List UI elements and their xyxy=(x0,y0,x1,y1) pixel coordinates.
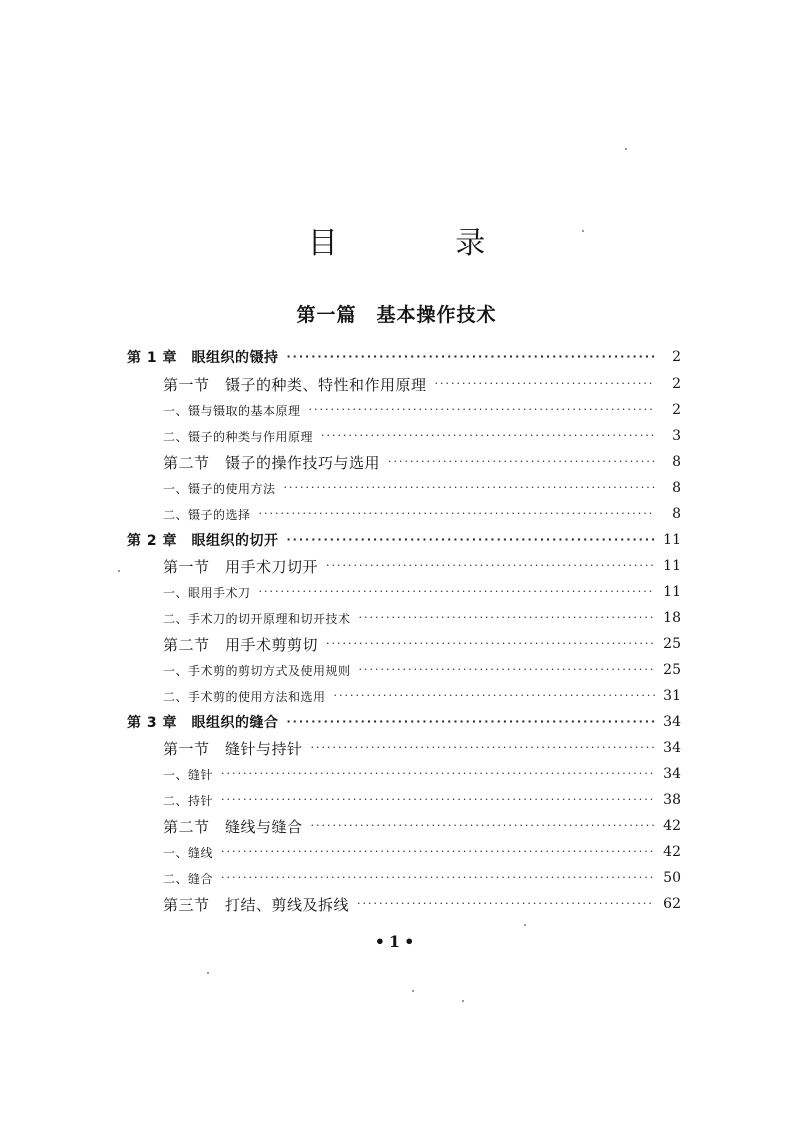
toc-page-number: 18 xyxy=(663,610,681,626)
dot-leader xyxy=(321,425,655,447)
toc-page-number: 2 xyxy=(672,402,681,418)
dot-leader xyxy=(221,867,655,889)
toc-label: 二、镊子的选择 xyxy=(163,507,251,522)
dot-leader xyxy=(326,633,655,655)
toc-label: 二、手术剪的使用方法和选用 xyxy=(163,689,326,704)
toc-row-chapter-1[interactable] xyxy=(127,346,681,368)
toc-row-item[interactable] xyxy=(163,399,681,421)
dot-leader xyxy=(287,346,656,368)
toc-label: 一、缝针 xyxy=(163,767,214,782)
scan-speck xyxy=(118,570,120,572)
dot-leader xyxy=(326,555,655,577)
dot-leader xyxy=(357,893,655,915)
toc-label: 第二节 用手术剪剪切 xyxy=(163,635,319,654)
page-number-footer: •1• xyxy=(374,932,419,951)
dot-leader xyxy=(388,451,655,473)
scan-speck xyxy=(524,924,526,926)
toc-page-number: 34 xyxy=(663,714,681,730)
dot-leader xyxy=(259,581,655,603)
toc-row-item[interactable] xyxy=(163,867,681,889)
toc-label: 第三节 打结、剪线及拆线 xyxy=(163,895,350,914)
dot-leader xyxy=(309,399,655,421)
toc-label: 第 3 章 眼组织的缝合 xyxy=(127,715,279,731)
scan-speck xyxy=(582,230,584,232)
dot-leader xyxy=(359,659,655,681)
toc-page-number: 62 xyxy=(663,896,681,912)
dot-leader xyxy=(221,841,655,863)
toc-row-item[interactable] xyxy=(163,503,681,525)
toc-label: 第 1 章 眼组织的镊持 xyxy=(127,350,279,366)
dot-leader xyxy=(311,815,655,837)
toc-row-item[interactable] xyxy=(163,659,681,681)
toc-page-number: 11 xyxy=(663,584,681,600)
dot-leader xyxy=(435,373,655,395)
toc-row-chapter-2[interactable] xyxy=(127,529,681,551)
toc-row-section[interactable] xyxy=(163,373,681,395)
part-title: 第一篇 基本操作技术 xyxy=(296,304,497,326)
toc-row-section[interactable] xyxy=(163,893,681,915)
toc-label: 二、镊子的种类与作用原理 xyxy=(163,429,314,444)
toc-label: 二、持针 xyxy=(163,793,214,808)
toc-row-item[interactable] xyxy=(163,685,681,707)
scan-speck xyxy=(625,148,627,150)
toc-page-number: 3 xyxy=(672,428,681,444)
toc-page-number: 31 xyxy=(663,688,681,704)
toc-label: 一、镊与镊取的基本原理 xyxy=(163,403,301,418)
toc-label: 二、手术刀的切开原理和切开技术 xyxy=(163,611,351,626)
toc-row-item[interactable] xyxy=(163,581,681,603)
dot-leader xyxy=(259,503,655,525)
toc-page-number: 25 xyxy=(663,662,681,678)
toc-row-item[interactable] xyxy=(163,607,681,629)
toc-page-number: 11 xyxy=(663,558,681,574)
toc-page-number: 25 xyxy=(663,636,681,652)
toc-page-number: 34 xyxy=(663,766,681,782)
scan-speck xyxy=(207,972,209,974)
toc-page-number: 8 xyxy=(672,454,681,470)
toc-row-chapter-3[interactable] xyxy=(127,711,681,733)
toc-row-section[interactable] xyxy=(163,737,681,759)
dot-leader xyxy=(359,607,655,629)
toc-row-item[interactable] xyxy=(163,477,681,499)
toc-page-number: 42 xyxy=(663,818,681,834)
scan-speck xyxy=(412,990,414,992)
toc-row-section[interactable] xyxy=(163,815,681,837)
page-title: 目 录 xyxy=(307,226,540,261)
toc-page-number: 11 xyxy=(663,532,681,548)
toc-label: 二、缝合 xyxy=(163,871,214,886)
toc-label: 第 2 章 眼组织的切开 xyxy=(127,533,279,549)
scan-speck xyxy=(462,1000,464,1002)
toc-page-number: 8 xyxy=(672,506,681,522)
toc-row-item[interactable] xyxy=(163,425,681,447)
toc-row-section[interactable] xyxy=(163,555,681,577)
toc-label: 一、镊子的使用方法 xyxy=(163,481,276,496)
dot-leader xyxy=(221,789,655,811)
toc-label: 第二节 缝线与缝合 xyxy=(163,817,303,836)
toc-row-item[interactable] xyxy=(163,789,681,811)
toc-label: 第一节 镊子的种类、特性和作用原理 xyxy=(163,375,427,394)
dot-leader xyxy=(287,529,656,551)
toc-page-number: 34 xyxy=(663,740,681,756)
toc-label: 一、眼用手术刀 xyxy=(163,585,251,600)
toc-label: 第二节 镊子的操作技巧与选用 xyxy=(163,453,381,472)
toc-row-item[interactable] xyxy=(163,763,681,785)
toc-page-number: 38 xyxy=(663,792,681,808)
toc-page-number: 8 xyxy=(672,480,681,496)
toc-page-number: 42 xyxy=(663,844,681,860)
toc-page-number: 2 xyxy=(672,349,681,365)
dot-leader xyxy=(284,477,655,499)
toc-row-section[interactable] xyxy=(163,451,681,473)
toc-label: 一、缝线 xyxy=(163,845,214,860)
dot-leader xyxy=(221,763,655,785)
toc-row-section[interactable] xyxy=(163,633,681,655)
toc-row-item[interactable] xyxy=(163,841,681,863)
toc-page-number: 50 xyxy=(663,870,681,886)
dot-leader xyxy=(287,711,656,733)
toc-label: 第一节 用手术刀切开 xyxy=(163,557,319,576)
dot-leader xyxy=(334,685,655,707)
toc-label: 一、手术剪的剪切方式及使用规则 xyxy=(163,663,351,678)
toc-label: 第一节 缝针与持针 xyxy=(163,739,303,758)
dot-leader xyxy=(311,737,655,759)
toc-page-number: 2 xyxy=(672,376,681,392)
